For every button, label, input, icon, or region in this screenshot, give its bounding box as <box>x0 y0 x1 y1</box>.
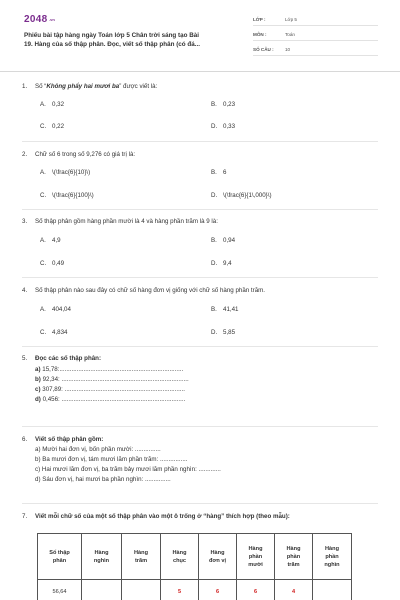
meta-count-value: 10 <box>285 47 291 52</box>
meta-subject-label: MÔN : <box>253 32 267 37</box>
table-row <box>38 580 352 600</box>
option-c[interactable] <box>40 191 94 200</box>
question-number: 4. <box>22 287 28 294</box>
line-text: 307,89: ...................................................................... <box>42 386 185 393</box>
option-letter: C. <box>40 192 47 199</box>
question-7 <box>22 512 378 521</box>
divider <box>22 346 378 347</box>
option-letter: C. <box>40 260 47 267</box>
table-cell: 5 <box>161 580 199 600</box>
document-title <box>24 31 254 49</box>
option-letter: D. <box>211 329 218 336</box>
divider <box>22 209 378 210</box>
option-b[interactable] <box>211 168 226 177</box>
line-label: c) <box>35 386 41 393</box>
option-letter: B. <box>211 169 217 176</box>
table-cell: 6 <box>237 580 275 600</box>
table-cell[interactable] <box>122 580 161 600</box>
divider <box>22 503 378 504</box>
site-logo[interactable]: 2048 <box>24 14 48 25</box>
line-label: d) <box>35 396 41 403</box>
divider <box>22 426 378 427</box>
option-b[interactable] <box>211 100 235 109</box>
site-logo-suffix: .vn <box>49 17 55 22</box>
line-label: b) <box>35 376 41 383</box>
question-text: Chữ số 6 trong số 9,276 có giá trị là: <box>35 151 136 158</box>
line-label: a) <box>35 366 41 373</box>
option-letter: A. <box>40 169 46 176</box>
column-header: Hàng đơn vị <box>199 534 237 580</box>
answer-line[interactable]: a) Mười hai đơn vị, bốn phần mười: ............... <box>35 446 161 453</box>
option-letter: B. <box>211 101 217 108</box>
option-text: 0,33 <box>223 123 236 130</box>
divider <box>22 277 378 278</box>
option-letter: A. <box>40 237 46 244</box>
option-letter: C. <box>40 123 47 130</box>
option-text: 0,32 <box>52 101 65 108</box>
column-header: Hàng phần nghìn <box>313 534 352 580</box>
meta-count <box>253 44 378 56</box>
question-5 <box>22 354 378 405</box>
table-cell: 56,64 <box>38 580 82 600</box>
answer-line[interactable] <box>22 395 378 405</box>
option-c[interactable] <box>40 122 64 131</box>
question-3-stem <box>22 217 378 226</box>
option-letter: B. <box>211 306 217 313</box>
question-number: 6. <box>22 436 28 443</box>
meta-class-value: Lớp 5 <box>285 17 297 22</box>
question-text <box>22 82 378 91</box>
option-d[interactable] <box>211 328 235 337</box>
option-a[interactable] <box>40 236 61 245</box>
question-1-stem <box>22 82 378 91</box>
line-text: 15,78:........................................................................ <box>42 366 184 373</box>
table-cell[interactable] <box>82 580 122 600</box>
column-header: Số thập phân <box>38 534 82 580</box>
place-value-table <box>37 533 352 600</box>
option-text: \(\frac{6}{10}\) <box>52 169 91 176</box>
question-number: 2. <box>22 151 28 158</box>
question-number: 5. <box>22 355 28 362</box>
option-text: 5,85 <box>223 329 236 336</box>
question-1 <box>22 82 378 130</box>
meta-subject <box>253 29 378 41</box>
question-7-stem <box>22 512 378 521</box>
option-letter: A. <box>40 101 46 108</box>
option-d[interactable] <box>211 259 232 268</box>
option-text: 9,4 <box>223 260 232 267</box>
option-letter: B. <box>211 237 217 244</box>
question-number: 1. <box>22 83 28 90</box>
option-a[interactable] <box>40 100 64 109</box>
question-text: Đọc các số thập phân: <box>35 355 102 362</box>
question-text-prefix: Số “ <box>35 83 47 90</box>
question-5-stem <box>22 354 378 363</box>
option-b[interactable] <box>211 236 235 245</box>
table-cell[interactable] <box>313 580 352 600</box>
document-header <box>0 0 400 72</box>
option-c[interactable] <box>40 328 67 337</box>
column-header: Hàng phần trăm <box>275 534 313 580</box>
option-letter: A. <box>40 306 46 313</box>
option-text: 0,94 <box>223 237 236 244</box>
option-text: 6 <box>223 169 227 176</box>
option-text: 0,22 <box>52 123 65 130</box>
option-b[interactable] <box>211 305 238 314</box>
divider <box>22 141 378 142</box>
meta-subject-value: Toán <box>285 32 295 37</box>
question-text: Viết số thập phân gồm: <box>35 436 104 443</box>
option-text: 4,9 <box>52 237 61 244</box>
option-letter: D. <box>211 192 218 199</box>
answer-line[interactable]: b) Ba mươi đơn vị, tám mươi lăm phần trăm: ................ <box>35 456 188 463</box>
column-header: Hàng trăm <box>122 534 161 580</box>
question-number: 3. <box>22 218 28 225</box>
column-header: Hàng phần mười <box>237 534 275 580</box>
question-text-emphasis: Không phẩy hai mươi ba <box>46 83 120 90</box>
column-header: Hàng nghìn <box>82 534 122 580</box>
answer-line[interactable]: d) Sáu đơn vị, hai mươi ba phần nghìn: ............... <box>35 476 171 483</box>
table-header-row <box>38 534 352 580</box>
option-a[interactable] <box>40 168 90 177</box>
option-text: \(\frac{6}{1\,000}\) <box>223 192 272 199</box>
option-text: 404,04 <box>52 306 71 313</box>
document-title-line-2: 19. Hàng của số thập phân. Đọc, viết số thập phân (có đá... <box>24 41 200 48</box>
answer-line[interactable]: c) Hai mươi lăm đơn vị, ba trăm bảy mươi lăm phần nghìn: ............. <box>35 466 221 473</box>
option-c[interactable] <box>40 259 64 268</box>
question-4-stem <box>22 286 378 295</box>
question-text: Số thập phân gồm hàng phần mười là 4 và hàng phần trăm là 9 là: <box>35 218 218 225</box>
answer-line[interactable] <box>22 385 378 395</box>
meta-class <box>253 14 378 26</box>
option-letter: D. <box>211 123 218 130</box>
option-d[interactable] <box>211 191 272 200</box>
option-text: 0,49 <box>52 260 65 267</box>
option-letter: D. <box>211 260 218 267</box>
question-6 <box>22 435 378 485</box>
option-letter: C. <box>40 329 47 336</box>
question-text: Số thập phân nào sau đây có chữ số hàng đơn vị giống với chữ số hàng phần trăm. <box>35 287 266 294</box>
question-6-stem <box>22 435 378 444</box>
question-4 <box>22 286 378 336</box>
line-text: 0,456: ........................................................................ <box>42 396 186 403</box>
answer-line[interactable] <box>22 365 378 375</box>
table-cell: 6 <box>199 580 237 600</box>
column-header: Hàng chục <box>161 534 199 580</box>
question-3 <box>22 217 378 267</box>
question-2 <box>22 150 378 199</box>
option-d[interactable] <box>211 122 235 131</box>
option-text: 41,41 <box>223 306 239 313</box>
option-a[interactable] <box>40 305 71 314</box>
option-text: 0,23 <box>223 101 236 108</box>
line-text: 92,34: .......................................................................... <box>42 376 189 383</box>
meta-count-label: SỐ CÂU : <box>253 47 274 52</box>
meta-class-label: LỚP : <box>253 17 266 22</box>
option-text: \(\frac{6}{100}\) <box>52 192 94 199</box>
question-text-suffix: ” được viết là: <box>119 83 158 90</box>
question-number: 7. <box>22 513 28 520</box>
document-title-line-1: Phiếu bài tập hàng ngày Toán lớp 5 Chân trời sáng tạo Bài <box>24 32 200 39</box>
question-2-stem <box>22 150 378 159</box>
question-text: Viết mỗi chữ số của một số thập phân vào một ô trống ở “hàng” thích hợp (theo mẫu): <box>35 513 290 520</box>
answer-line[interactable] <box>22 375 378 385</box>
option-text: 4,834 <box>52 329 68 336</box>
table-cell: 4 <box>275 580 313 600</box>
